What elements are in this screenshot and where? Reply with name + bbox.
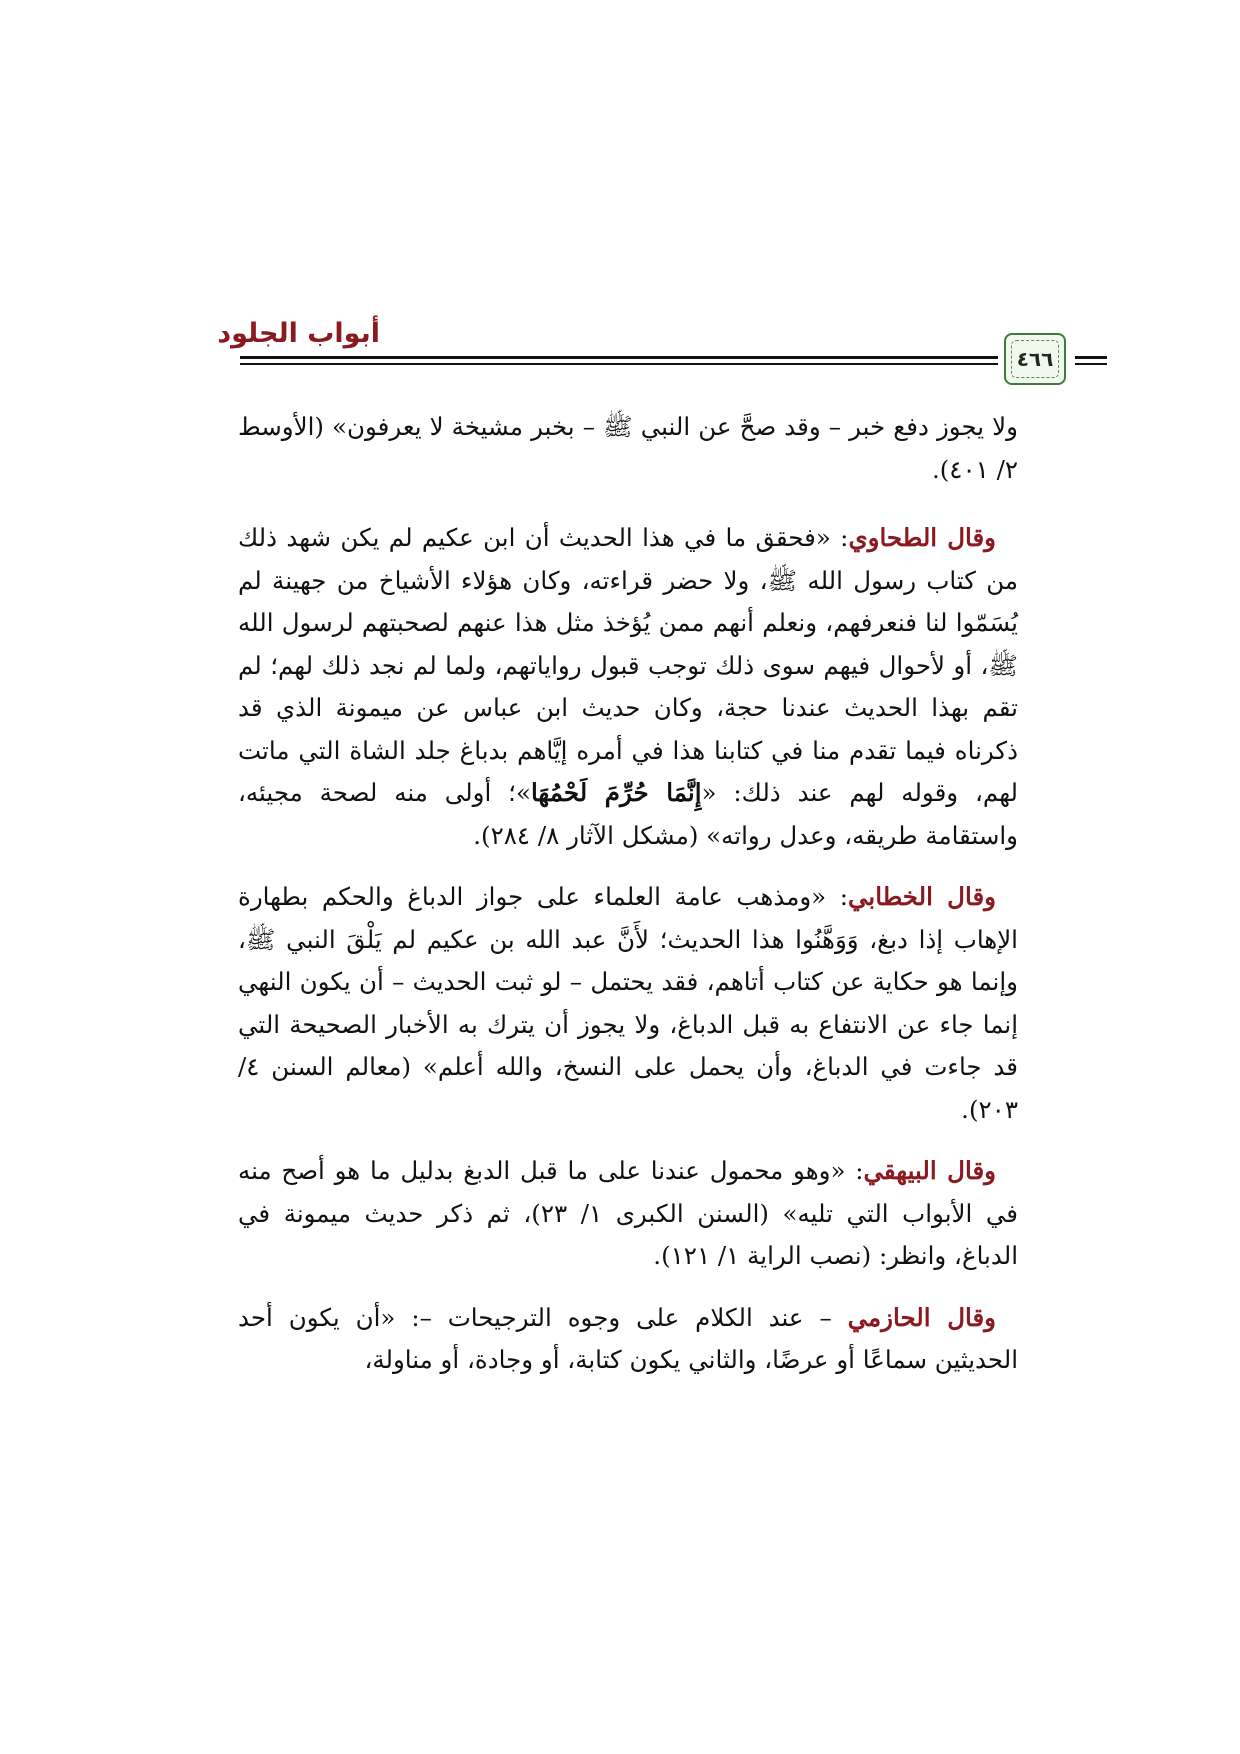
scholar-name: وقال الحازمي <box>847 1302 996 1332</box>
scholar-name: وقال البيهقي <box>863 1156 996 1185</box>
body-text <box>238 406 1018 1401</box>
paragraph-text: : «وهو محمول عندنا على ما قبل الدبغ بدليل ما هو أصح منه في الأبواب التي تليه» (السنن الكبرى ١/ ٢٣)، ثم ذكر حديث ميمونة في الدباغ، وانظر: (نصب الراية ١/ ١٢١). <box>238 1156 1018 1270</box>
scholar-name: وقال الخطابي <box>847 882 996 911</box>
paragraph-tahawi <box>238 517 1018 857</box>
paragraph-khattabi <box>238 876 1018 1131</box>
page-number: ٤٦٦ <box>1016 347 1054 371</box>
paragraph-text: : «فحقق ما في هذا الحديث أن ابن عكيم لم يكن شهد ذلك من كتاب رسول الله ﷺ، ولا حضر قراءته، وكان هؤلاء الأشياخ من جهينة لم يُسَمّوا لنا فنعرفهم، ونعلم أنهم ممن يُؤخذ مثل هذا عنهم لصحبتهم لرسول الله ﷺ، أو لأحوال فيهم سوى ذلك توجب قبول رواياتهم، ولما لم نجد ذلك لهم؛ لم تقم بهذا الحديث عندنا حجة، وكان حديث ابن عباس عن ميمونة الذي قد ذكرناه فيما تقدم منا في كتابنا هذا في أمره إيَّاهم بدباغ جلد الشاة التي ماتت لهم، وقوله لهم عند ذلك: « <box>238 523 1018 807</box>
paragraph-text-end: »؛ أولى منه لصحة مجيئه، واستقامة طريقه، وعدل رواته» (مشكل الآثار ٨/ ٢٨٤). <box>238 778 1018 850</box>
header-rule-right-bottom <box>1075 363 1107 365</box>
page-number-badge <box>1004 333 1066 385</box>
chapter-title: أبواب الجلود <box>217 318 380 349</box>
paragraph-text: : «ومذهب عامة العلماء على جواز الدباغ والحكم بطهارة الإهاب إذا دبغ، وَوَهَّنُوا هذا الحديث؛ لأَنَّ عبد الله بن عكيم لم يَلْقَ النبي ﷺ، وإنما هو حكاية عن كتاب أتاهم، فقد يحتمل – لو ثبت الحديث – أن يكون النهي إنما جاء عن الانتفاع به قبل الدباغ، ولا يجوز أن يترك به الأخبار الصحيحة التي قد جاءت في الدباغ، وأن يحمل على النسخ، والله أعلم» (معالم السنن ٤/ ٢٠٣). <box>238 882 1018 1124</box>
header-rule-top <box>240 356 998 359</box>
paragraph-text: ولا يجوز دفع خبر – وقد صحَّ عن النبي ﷺ – بخبر مشيخة لا يعرفون» (الأوسط ٢/ ٤٠١). <box>238 412 1018 484</box>
header-rule-bottom <box>240 363 998 365</box>
paragraph-hazimi <box>238 1297 1018 1382</box>
scholar-name: وقال الطحاوي <box>848 523 997 552</box>
paragraph-bayhaqi <box>238 1150 1018 1278</box>
hadith-quote: إِنَّمَا حُرِّمَ لَحْمُهَا <box>530 778 702 807</box>
paragraph-text: – عند الكلام على وجوه الترجيحات –: «أن يكون أحد الحديثين سماعًا أو عرضًا، والثاني يكون كتابة، أو وجادة، أو مناولة، <box>238 1302 1018 1374</box>
header-rule-right-top <box>1075 356 1107 359</box>
paragraph-continuation <box>238 406 1018 491</box>
